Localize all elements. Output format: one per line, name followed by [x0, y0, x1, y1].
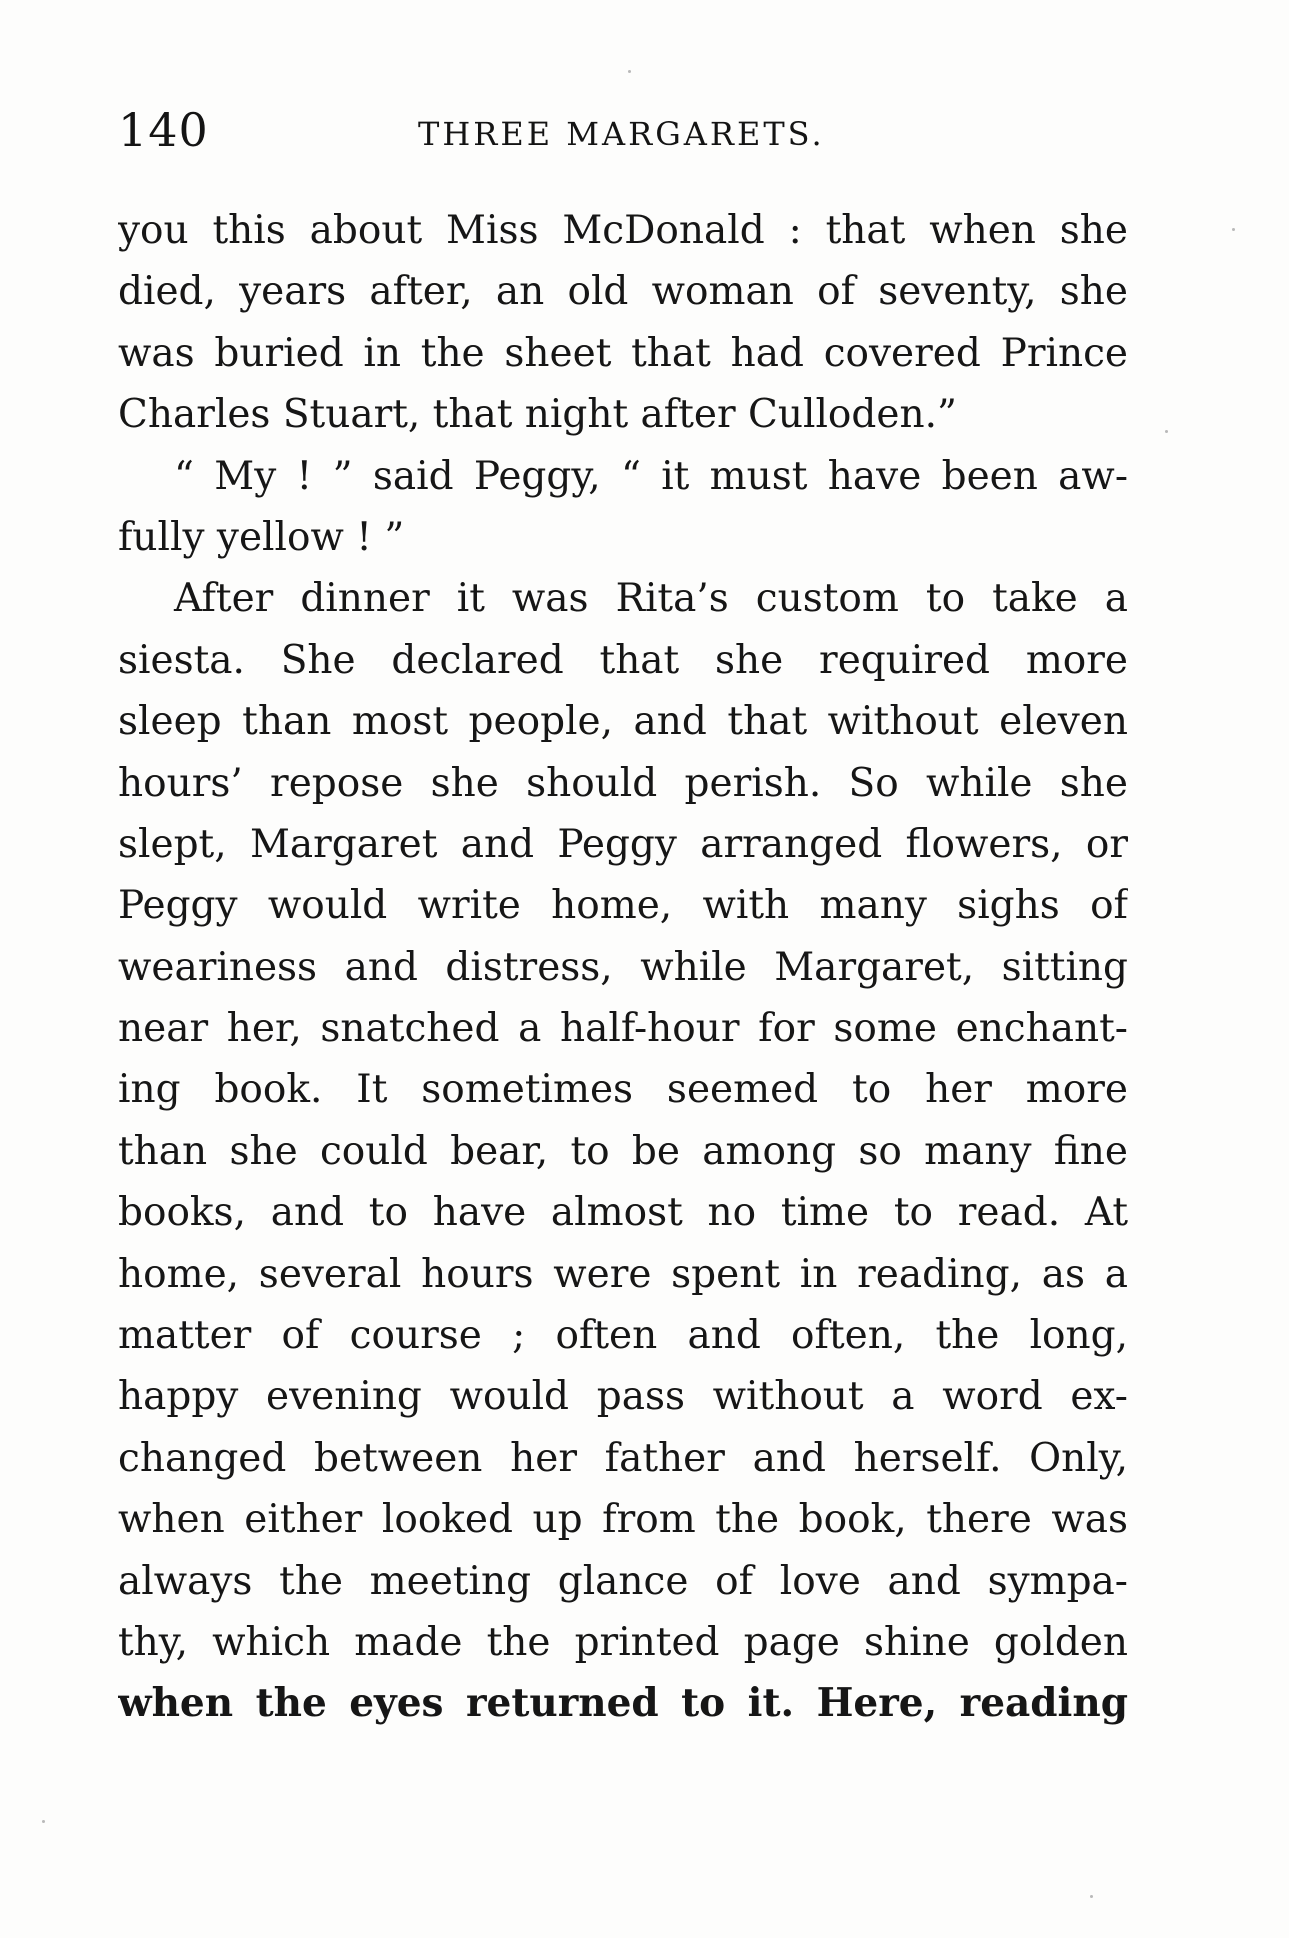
- running-head: THREE MARGARETS.: [418, 115, 825, 153]
- text-line: books, and to have almost no time to read. At: [118, 1190, 1128, 1236]
- text-line: changed between her father and herself. Only,: [118, 1435, 1128, 1481]
- paper-speck: [1165, 430, 1168, 433]
- text-line: After dinner it was Rita’s custom to take a: [174, 576, 1128, 622]
- paper-speck: [42, 1820, 45, 1823]
- text-line: than she could bear, to be among so many fine: [118, 1128, 1128, 1174]
- paper-speck: [1232, 228, 1235, 231]
- text-line: slept, Margaret and Peggy arranged flowers, or: [118, 821, 1128, 867]
- text-line: was buried in the sheet that had covered Prince: [118, 330, 1128, 376]
- text-line: “ My ! ” said Peggy, “ it must have been aw-: [174, 453, 1128, 499]
- paper-speck: [628, 70, 631, 73]
- text-line: ing book. It sometimes seemed to her more: [118, 1067, 1128, 1113]
- text-line: when the eyes returned to it. Here, reading: [118, 1680, 1128, 1727]
- text-line: fully yellow ! ”: [118, 514, 405, 560]
- body-text: [118, 200, 1128, 1735]
- text-line: always the meeting glance of love and sympa-: [118, 1558, 1128, 1604]
- text-line: thy, which made the printed page shine golden: [118, 1619, 1128, 1665]
- text-line: Peggy would write home, with many sighs of: [118, 883, 1128, 929]
- text-line: near her, snatched a half-hour for some enchant-: [118, 1006, 1128, 1052]
- text-line: when either looked up from the book, there was: [118, 1497, 1128, 1543]
- text-line: weariness and distress, while Margaret, sitting: [118, 944, 1128, 990]
- text-line: sleep than most people, and that without eleven: [118, 699, 1128, 745]
- paper-speck: [1090, 1895, 1093, 1898]
- text-line: matter of course ; often and often, the long,: [118, 1313, 1128, 1359]
- page-number: 140: [118, 103, 209, 157]
- text-line: hours’ repose she should perish. So while she: [118, 760, 1128, 806]
- text-line: happy evening would pass without a word ex-: [118, 1374, 1128, 1420]
- text-line: home, several hours were spent in reading, as a: [118, 1251, 1128, 1297]
- text-line: Charles Stuart, that night after Culloden.”: [118, 392, 957, 438]
- page-header: [118, 100, 1128, 160]
- text-line: you this about Miss McDonald : that when she: [118, 208, 1128, 253]
- text-line: died, years after, an old woman of seventy, she: [118, 269, 1128, 315]
- text-line: siesta. She declared that she required more: [118, 637, 1128, 683]
